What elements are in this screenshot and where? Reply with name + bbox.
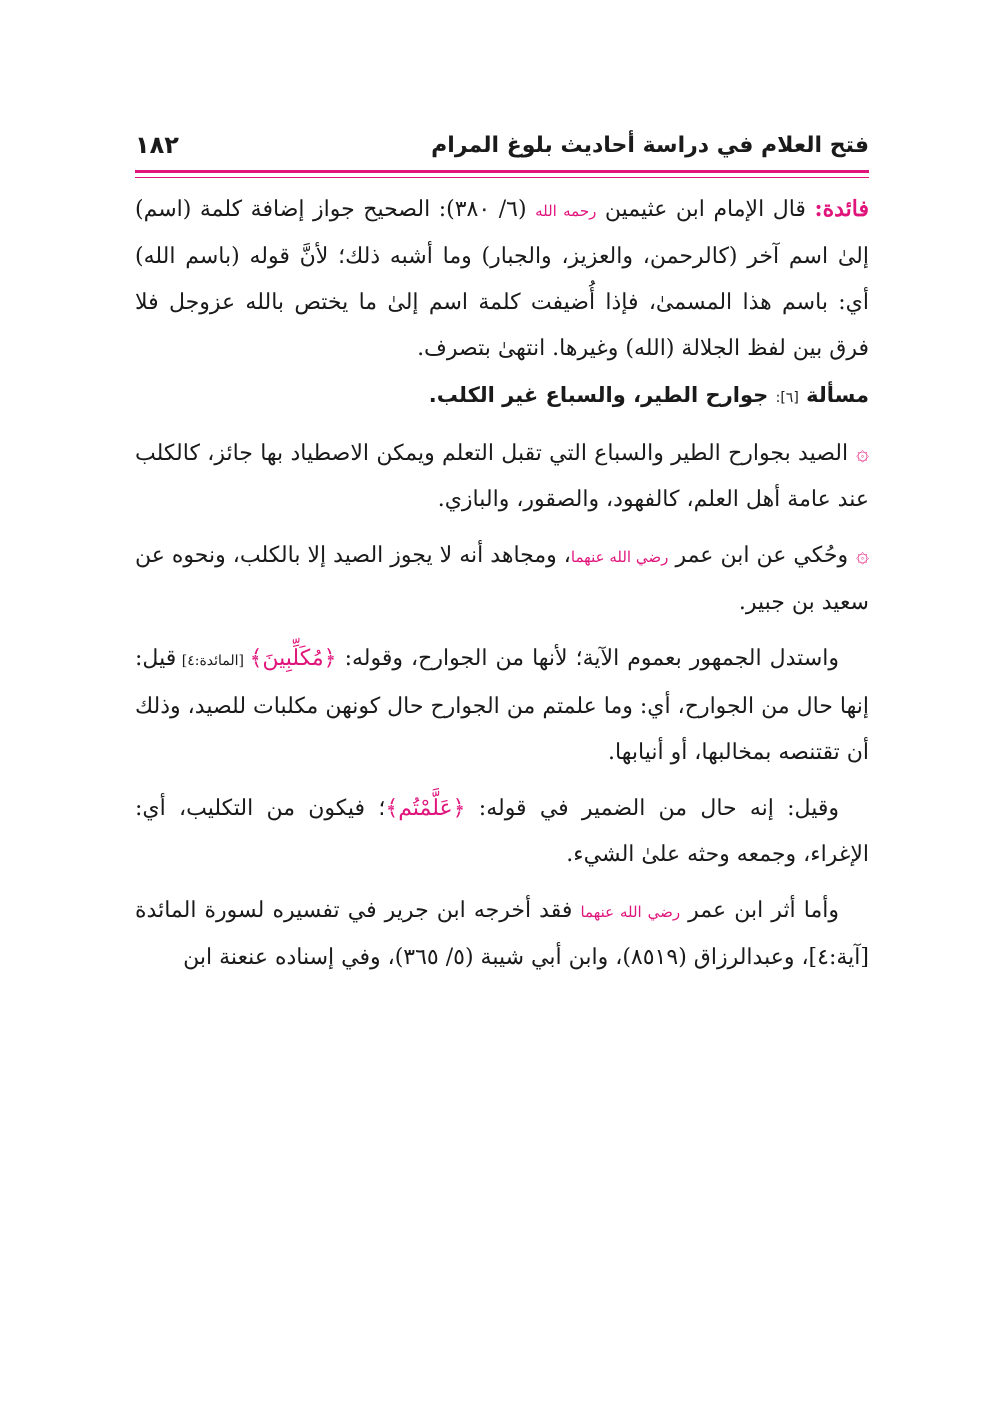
issue-label: مسألة bbox=[806, 383, 869, 407]
quran-quote: ﴿مُكَلِّبِينَ﴾ bbox=[249, 646, 337, 671]
quran-quote: ﴿عَلَّمْتُم﴾ bbox=[385, 796, 466, 821]
p4-post: ؛ فيكون من التكليب، أي: الإغراء، وجمعه وحثه علىٰ الشيء. bbox=[135, 796, 869, 867]
honorific-radiallahu: رضي الله عنهما bbox=[580, 903, 681, 921]
issue-number: [٦]: bbox=[775, 390, 799, 406]
page-number: ١٨٢ bbox=[135, 131, 179, 159]
p3-post: قيل: إنها حال من الجوارح، أي: وما علمتم من الجوارح حال كونهن مكلبات للصيد، وذلك أن تقتنصه بمخالبها، أو أنيابها. bbox=[135, 646, 869, 765]
benefit-pre: قال الإمام ابن عثيمين bbox=[596, 197, 815, 222]
header-rule-thin bbox=[135, 177, 869, 178]
p5-post: فقد أخرجه ابن جرير في تفسيره لسورة المائدة [آية:٤]، وعبدالرزاق (٨٥١٩)، وابن أبي شيبة (٥/ ٣٦٥)، وفي إسناده عنعنة ابن bbox=[135, 898, 869, 970]
bullet-2-post: ، ومجاهد أنه لا يجوز الصيد إلا بالكلب، ونحوه عن سعيد بن جبير. bbox=[135, 543, 869, 615]
flower-bullet-icon: ۞ bbox=[856, 441, 869, 466]
benefit-label: فائدة: bbox=[814, 196, 870, 222]
book-title: فتح العلام في دراسة أحاديث بلوغ المرام bbox=[431, 132, 869, 158]
quran-reference: [المائدة:٤] bbox=[176, 653, 250, 669]
bullet-1-text: الصيد بجوارح الطير والسباع التي تقبل التعلم ويمكن الاصطياد بها جائز، كالكلب عند عامة أهل العلم، كالفهود، والصقور، والبازي. bbox=[135, 441, 869, 512]
honorific-radiallahu: رضي الله عنهما bbox=[570, 548, 669, 566]
page-header bbox=[135, 122, 869, 168]
issue-title: جوارح الطير، والسباع غير الكلب. bbox=[428, 383, 769, 407]
flower-bullet-icon: ۞ bbox=[856, 543, 869, 568]
issue-heading bbox=[135, 372, 869, 421]
bullet-2-pre: وحُكي عن ابن عمر bbox=[668, 543, 849, 568]
bullet-paragraph-2 bbox=[135, 533, 869, 626]
paragraph-4 bbox=[135, 786, 869, 878]
paragraph-3 bbox=[135, 636, 869, 776]
header-rule-thick bbox=[135, 170, 869, 173]
p3-pre: واستدل الجمهور بعموم الآية؛ لأنها من الجوارح، وقوله: bbox=[336, 646, 839, 671]
benefit-text: (٦/ ٣٨٠): الصحيح جواز إضافة كلمة (اسم) إلىٰ اسم آخر (كالرحمن، والعزيز، والجبار) وما أشبه ذلك؛ لأنَّ قوله (باسم الله) أي: باسم هذا المسمىٰ، فإذا أُضيفت كلمة اسم إلىٰ ما يختص بالله عزوجل فلا فرق بين لفظ الجلالة (الله) وغيرها. انتهىٰ بتصرف. bbox=[135, 197, 869, 361]
page-content bbox=[135, 186, 869, 981]
bullet-paragraph-1 bbox=[135, 431, 869, 523]
p4-pre: وقيل: إنه حال من الضمير في قوله: bbox=[465, 796, 839, 821]
honorific-rahimahullah: رحمه الله bbox=[535, 202, 597, 220]
benefit-paragraph bbox=[135, 186, 869, 372]
paragraph-5 bbox=[135, 888, 869, 981]
p5-pre: وأما أثر ابن عمر bbox=[680, 898, 839, 923]
